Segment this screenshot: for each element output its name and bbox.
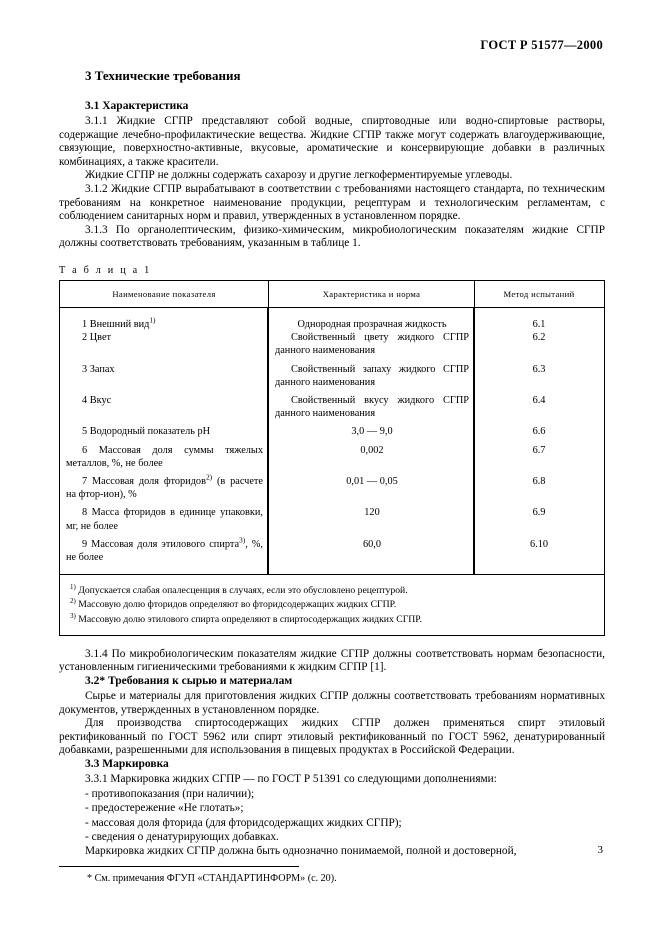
cell-indicator-name: 5 Водородный показатель рН xyxy=(82,426,211,438)
table-footnote: $^{2)}$ Массовую долю фторидов определяют во фторидсодержащих жидких СГПР. xyxy=(70,597,397,611)
footnote-marker: 3) xyxy=(70,611,76,620)
cell-test-method: 6.1 xyxy=(532,318,546,330)
list-item: - противопоказания (при наличии); xyxy=(85,787,255,800)
cell-characteristic-norm: 120 xyxy=(364,507,380,519)
page-number: 3 xyxy=(597,844,603,856)
subsection-heading-raw-materials: 3.2* Требования к сырью и материалам xyxy=(85,674,293,687)
cell-indicator-name: 9 Массовая доля этилового спирта$^{3)}$, %, не более xyxy=(66,535,263,563)
paragraph-3-1-4: 3.1.4 По микробиологическим показателям жидкие СГПР должны соответствовать нормам безопасности, установленным гигиеническими требованиями к жидким СГПР [1]. xyxy=(59,647,605,674)
table-row xyxy=(60,472,604,501)
cell-test-method: 6.9 xyxy=(532,507,546,519)
cell-characteristic-norm: Однородная прозрачная жидкость xyxy=(297,318,447,330)
cell-characteristic-norm: 0,002 xyxy=(360,444,384,456)
paragraph-3-3-1-last: Маркировка жидких СГПР должна быть однозначно понимаемой, полной и достоверной, xyxy=(85,844,517,857)
paragraph-3-1-3: 3.1.3 По органолептическим, физико-химическим, микробиологическим показателям жидкие СГПР должны соответствовать требованиям, указанным в таблице 1. xyxy=(59,223,605,250)
paragraph-3-1-1: 3.1.1 Жидкие СГПР представляют собой водные, спиртоводные или водно-спиртовые растворы, содержащие лечебно-профилактические вещества. Жидкие СГПР также могут содержать влагоудерживающие, связующие, поверхностно-активные, вкусовые, ароматические и консервирующие добавки в различных комбинациях, а также красители. xyxy=(59,115,605,168)
table-row xyxy=(60,444,604,470)
cell-characteristic-norm: Свойственный запаху жидкого СГПР данного наименования xyxy=(275,363,469,388)
table-caption: Т а б л и ц а 1 xyxy=(59,264,152,276)
cell-indicator-name: 8 Масса фторидов в единице упаковки, мг, не более xyxy=(66,507,263,532)
table-vertical-divider-2 xyxy=(473,308,475,574)
standard-code-header: ГОСТ Р 51577—2000 xyxy=(480,38,603,52)
cell-indicator-name: 2 Цвет xyxy=(82,332,112,344)
cell-test-method: 6.7 xyxy=(532,444,546,456)
paragraph-3-2-a: Сырье и материалы для приготовления жидких СГПР должны соответствовать требованиям нормативных документов, утвержденных в установленном порядке. xyxy=(59,689,605,716)
cell-indicator-name: 1 Внешний вид$^{1)}$ xyxy=(82,315,156,330)
paragraph-3-3-1: 3.3.1 Маркировка жидких СГПР — по ГОСТ Р 51391 со следующими дополнениями: xyxy=(85,772,497,785)
table-row xyxy=(60,394,604,420)
page-footnote: * См. примечания ФГУП «СТАНДАРТИНФОРМ» (с. 20). xyxy=(87,873,337,885)
footnote-marker: 3) xyxy=(239,535,246,545)
footnote-marker: 1) xyxy=(149,315,156,325)
cell-characteristic-norm: Свойственный вкусу жидкого СГПР данного наименования xyxy=(275,394,469,420)
subsection-heading-marking: 3.3 Маркировка xyxy=(85,757,169,770)
paragraph-3-1-2: 3.1.2 Жидкие СГПР вырабатывают в соответствии с требованиями настоящего стандарта, по техническим требованиям на конкретное наименование продукции, рецептурам и технологическим регламентам, с соблюдением санитарных норм и правил, утвержденных в установленном порядке. xyxy=(59,182,605,223)
list-item: - предостережение «Не глотать»; xyxy=(85,802,244,815)
cell-characteristic-norm: 0,01 — 0,05 xyxy=(346,475,398,487)
footnote-marker: 1) xyxy=(70,582,76,591)
paragraph-3-2-b: Для производства спиртосодержащих жидких СГПР должен применяться спирт этиловый ректификованный по ГОСТ 5962 или спирт этиловый ректификованный по ГОСТ 5962, денатурированный добавками, разрешенными для использования в пищевых продуктах в Российской Федерации. xyxy=(59,717,605,757)
list-item: - массовая доля фторида (для фторидсодержащих жидких СГПР); xyxy=(85,816,402,829)
footnote-marker: 2) xyxy=(70,597,76,606)
page-content xyxy=(59,68,605,884)
table-body-bottom-spacer xyxy=(60,564,604,574)
table-footnotes xyxy=(60,574,604,635)
cell-test-method: 6.8 xyxy=(532,475,546,487)
column-header-characteristic-norm: Характеристика и норма xyxy=(269,281,475,307)
column-header-test-method: Метод испытаний xyxy=(503,288,575,299)
page-title: 3 Технические требования xyxy=(85,68,241,83)
cell-characteristic-norm: Свойственный цвету жидкого СГПР данного наименования xyxy=(275,332,469,357)
requirements-table xyxy=(59,280,605,636)
table-body xyxy=(60,308,604,574)
table-row xyxy=(60,331,604,357)
cell-test-method: 6.10 xyxy=(529,538,549,550)
table-vertical-divider-1 xyxy=(267,308,269,574)
table-row xyxy=(60,535,604,564)
footnote-marker: 2) xyxy=(205,472,213,482)
table-row xyxy=(60,363,604,389)
list-item: - сведения о денатурирующих добавках. xyxy=(85,831,279,844)
footnote-separator-rule xyxy=(59,866,299,868)
table-row xyxy=(60,315,604,331)
cell-test-method: 6.2 xyxy=(532,332,546,344)
table-footnote: $^{1)}$ Допускается слабая опалесценция в случаях, если это обусловлено рецептурой. xyxy=(70,582,408,597)
cell-indicator-name: 3 Запах xyxy=(82,363,115,375)
cell-test-method: 6.6 xyxy=(532,426,546,438)
cell-characteristic-norm: 3,0 — 9,0 xyxy=(351,426,393,438)
paragraph-3-1-1b: Жидкие СГПР не должны содержать сахарозу и другие легкоферментируемые углеводы. xyxy=(85,169,513,182)
table-body-top-spacer xyxy=(60,308,604,318)
table-footnote: $^{3)}$ Массовую долю этилового спирта определяют в спиртосодержащих жидких СГПР. xyxy=(70,611,422,625)
after-table-content xyxy=(59,648,605,859)
table-header-row xyxy=(60,281,604,308)
subsection-heading-characteristic: 3.1 Характеристика xyxy=(85,100,189,112)
table-row xyxy=(60,425,604,438)
column-header-indicator-name: Наименование показателя xyxy=(60,281,269,307)
table-row xyxy=(60,506,604,532)
cell-characteristic-norm: 60,0 xyxy=(362,538,382,550)
cell-indicator-name: 7 Массовая доля фторидов$^{2)}$ (в расчете на фтор-ион), % xyxy=(66,472,264,501)
cell-test-method: 6.3 xyxy=(532,363,546,375)
cell-indicator-name: 6 Массовая доля суммы тяжелых металлов, %, не более xyxy=(66,444,263,469)
cell-indicator-name: 4 Вкус xyxy=(82,394,112,406)
cell-test-method: 6.4 xyxy=(532,394,546,406)
